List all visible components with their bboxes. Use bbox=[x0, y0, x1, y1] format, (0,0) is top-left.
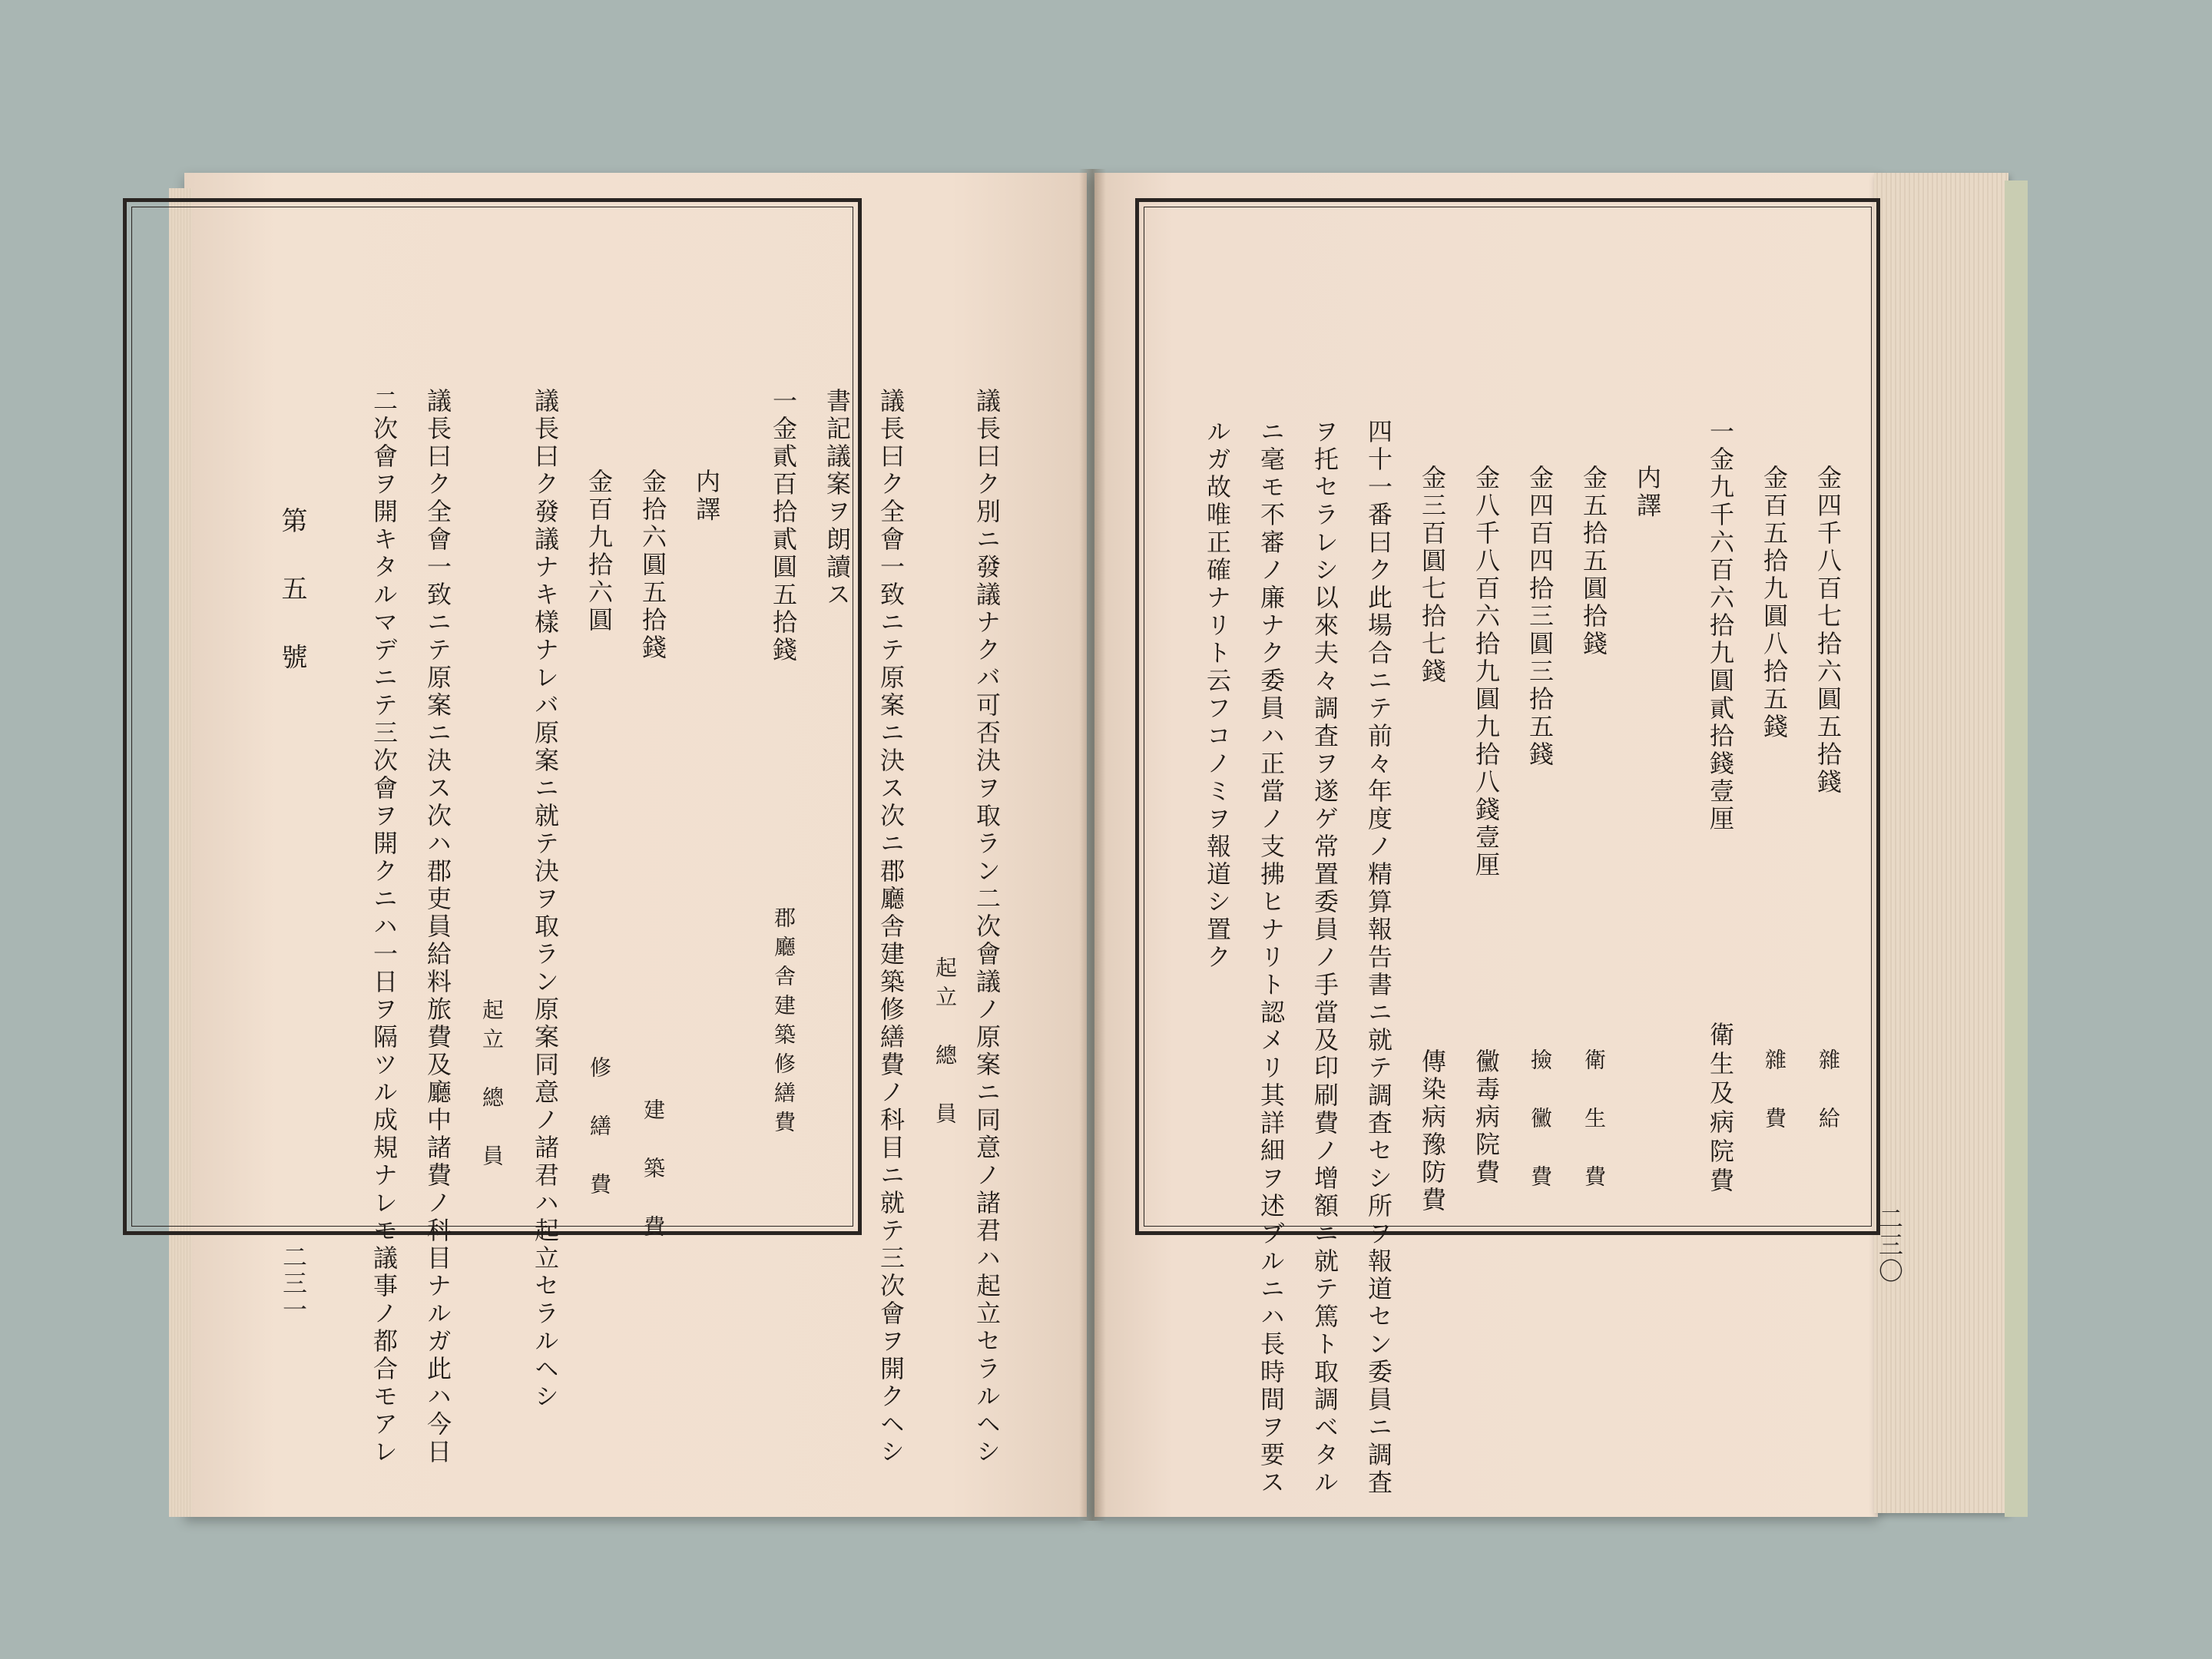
text-line: 金五拾五圓拾錢 bbox=[1579, 465, 1608, 658]
text-line: 二次會ヲ開キタルマデニテ三次會ヲ開クニハ一日ヲ隔ツル成規ナレモ議事ノ都合モアレ bbox=[369, 388, 399, 1466]
text-line: 内譯 bbox=[1633, 465, 1662, 520]
text-line: 郡廳舎建築修繕費 bbox=[771, 906, 796, 1140]
text-line: 雜 給 bbox=[1816, 1048, 1841, 1136]
text-line: ヲ托セラレシ以來夫々調査ヲ遂ゲ常置委員ノ手當及印刷費ノ增額ニ就テ篤ト取調ベタル bbox=[1310, 419, 1339, 1497]
text-line: 建 築 費 bbox=[641, 1098, 666, 1244]
text-line: 起立 總 員 bbox=[932, 956, 958, 1131]
text-line: 議長曰ク全會一致ニテ原案ニ決ス次ニ郡廳舎建築修繕費ノ科目ニ就テ三次會ヲ開クヘシ bbox=[876, 388, 906, 1466]
right-page-number: 二三〇 bbox=[1875, 1206, 1904, 1284]
text-line: 金百九拾六圓 bbox=[584, 469, 614, 634]
text-line: ニ毫モ不審ノ廉ナク委員ハ正當ノ支拂ヒナリト認メリ其詳細ヲ述ブルニハ長時間ヲ要ス bbox=[1257, 419, 1286, 1497]
text-line: 金四百四拾三圓三拾五錢 bbox=[1525, 465, 1555, 769]
text-line: 一金九千六百六拾九圓貳拾錢壹厘 bbox=[1706, 419, 1735, 833]
text-line: ルガ故唯正確ナリト云フコノミヲ報道シ置ク bbox=[1203, 419, 1232, 972]
text-line: 一金貳百拾貳圓五拾錢 bbox=[769, 388, 798, 664]
book-gutter bbox=[1079, 169, 1106, 1521]
issue-header: 第 五 號 bbox=[276, 507, 307, 687]
text-line: 金八千八百六拾九圓九拾八錢壹厘 bbox=[1472, 465, 1501, 879]
text-line: 議長曰ク發議ナキ樣ナレバ原案ニ就テ決ヲ取ラン原案同意ノ諸君ハ起立セラルヘシ bbox=[531, 388, 560, 1411]
text-line: 金四千八百七拾六圓五拾錢 bbox=[1813, 465, 1843, 796]
text-line: 雜 費 bbox=[1762, 1048, 1787, 1136]
text-line: 撿 黴 費 bbox=[1528, 1048, 1553, 1194]
text-line: 黴毒病院費 bbox=[1472, 1048, 1501, 1187]
text-line: 金三百圓七拾七錢 bbox=[1418, 465, 1447, 686]
text-line: 金拾六圓五拾錢 bbox=[638, 469, 667, 662]
text-line: 金百五拾九圓八拾五錢 bbox=[1760, 465, 1789, 741]
right-page-edges bbox=[1874, 173, 2008, 1513]
text-line: 起立 總 員 bbox=[479, 998, 505, 1174]
text-line: 書記議案ヲ朗讀ス bbox=[823, 388, 852, 609]
text-line: 傳染病豫防費 bbox=[1418, 1048, 1447, 1214]
book-cover-edge bbox=[2005, 180, 2028, 1517]
text-line: 内譯 bbox=[692, 469, 721, 524]
text-line: 衛 生 費 bbox=[1581, 1048, 1607, 1194]
text-line: 議長曰ク別ニ發議ナクバ可否決ヲ取ラン二次會議ノ原案ニ同意ノ諸君ハ起立セラルヘシ bbox=[972, 388, 1002, 1466]
text-line: 議長曰ク全會一致ニテ原案ニ決ス次ハ郡吏員給料旅費及廳中諸費ノ科目ナルガ此ハ今日 bbox=[423, 388, 452, 1466]
text-line: 四十一番曰ク此場合ニテ前々年度ノ精算報告書ニ就テ調査セシ所ヲ報道セン委員ニ調査 bbox=[1364, 419, 1393, 1497]
text-line: 修 繕 費 bbox=[587, 1056, 612, 1202]
text-line: 衛生及病院費 bbox=[1706, 1022, 1735, 1197]
left-page-number: 二三一 bbox=[279, 1244, 308, 1323]
